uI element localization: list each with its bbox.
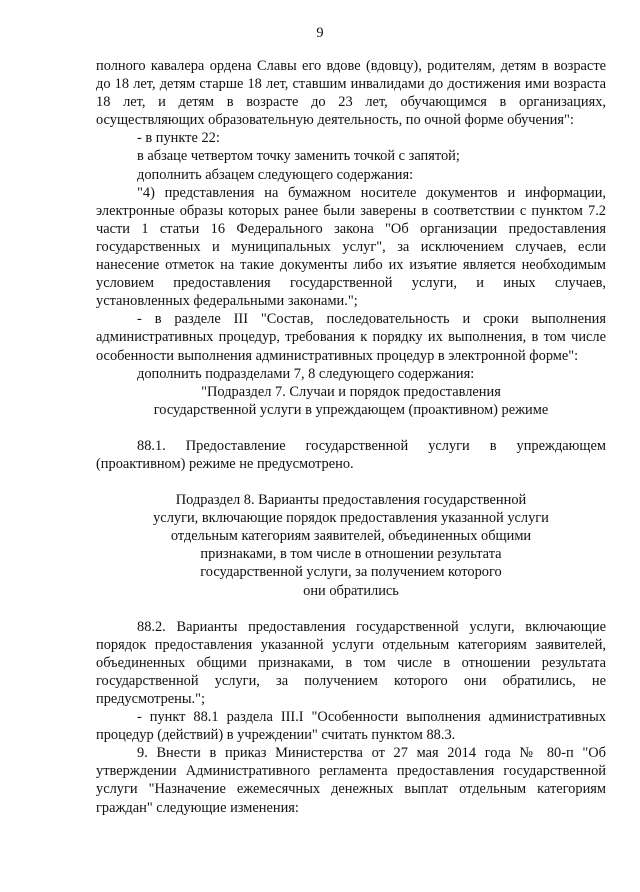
subsection-8-heading-line-6: они обратились [303, 582, 399, 599]
document-body [96, 57, 606, 817]
paragraph-section-3: - в разделе III "Состав, последовательность и сроки выполнения административных процедур, требования к порядку их выполнения, в том числе особенности выполнения административных процедур в электронной форме": [96, 311, 606, 364]
paragraph-add-subsections: дополнить подразделами 7, 8 следующего содержания: [137, 365, 475, 382]
paragraph-replace-dot: в абзаце четвертом точку заменить точкой с запятой; [137, 148, 460, 165]
subsection-8-heading-line-3: отдельным категориям заявителей, объединенных общими [170, 528, 532, 545]
paragraph-88-1: 88.1. Предоставление государственной услуги в упреждающем (проактивном) режиме не предусмотрено. [96, 437, 606, 472]
paragraph-continuation: полного кавалера ордена Славы его вдове (вдовцу), родителям, детям в возрасте до 18 лет, детям старше 18 лет, ставшим инвалидами до достижения ими возраста 18 лет, и детям в возрасте до 23 лет, обучающимся в организациях, осуществляющих образовательную деятельность, по очной форме обучения": [96, 58, 606, 129]
paragraph-item-9: 9. Внести в приказ Министерства от 27 мая 2014 года № 80-п "Об утверждении Административного регламента предоставления государственной услуги "Назначение ежемесячных денежных выплат отдельным категориям граждан" следующие изменения: [96, 745, 606, 816]
subsection-8-heading-line-4: признаками, в том числе в отношении результата [200, 546, 502, 563]
paragraph-renumber-88-1: - пункт 88.1 раздела III.I "Особенности выполнения административных процедур (действий) в учреждении" считать пунктом 88.3. [96, 709, 606, 744]
paragraph-quoted-item-4: "4) представления на бумажном носителе документов и информации, электронные образы которых ранее были заверены в соответствии с пунктом 7.2 части 1 статьи 16 Федерального закона "Об организации предоставления государственных и муниципальных услуг", за исключением случаев, если нанесение отметок на такие документы либо их изъятие является необходимым условием предоставления государственной услуги, и иных случаев, установленных федеральными законами."; [96, 184, 606, 310]
subsection-8-heading-line-5: государственной услуги, за получением которого [200, 564, 502, 581]
subsection-8-heading-line-1: Подраздел 8. Варианты предоставления государственной [175, 492, 527, 509]
paragraph-item-22: - в пункте 22: [137, 130, 220, 147]
paragraph-88-2: 88.2. Варианты предоставления государственной услуги, включающие порядок предоставления указанной услуги отдельным категориям заявителей, объединенных общими признаками, в том числе в отношении результата государственной услуги, за получением которого они обратились, не предусмотрены."; [96, 618, 606, 707]
subsection-8-heading-line-2: услуги, включающие порядок предоставления указанной услуги [153, 510, 549, 527]
paragraph-add-abzac: дополнить абзацем следующего содержания: [137, 166, 414, 183]
subsection-7-heading-line-1: "Подраздел 7. Случаи и порядок предоставления [201, 383, 501, 400]
page-number: 9 [316, 25, 324, 41]
subsection-7-heading-line-2: государственной услуги в упреждающем (проактивном) режиме [153, 401, 549, 418]
